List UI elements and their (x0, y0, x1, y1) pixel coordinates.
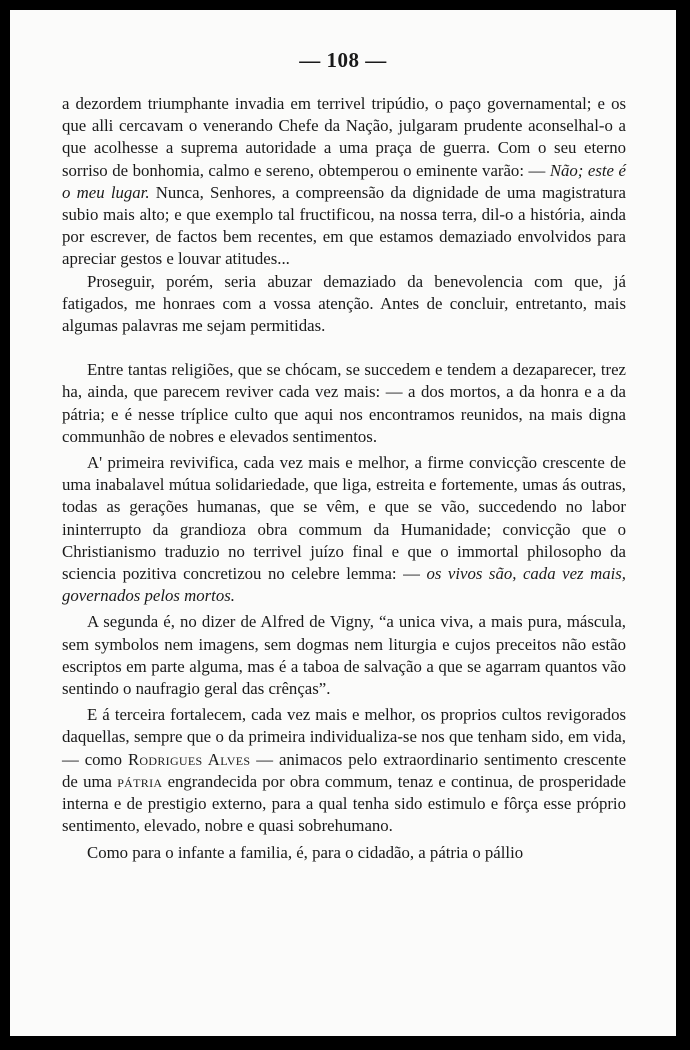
paragraph-4-quote: os vivos são, cada vez mais, governados pelos mortos. (62, 564, 626, 606)
paragraph-4-text: A' primeira revivifica, cada vez mais e melhor, a firme convicção crescente de uma inabalavel mútua solidariedade, que liga, estreita e fortemente, umas ás outras, todas as gerações humanas, que se vêm, e que se vão, succedendo no labor ininterrupto da grandioza obra commum da Humanidade; convicção que o Christianismo traduzio no terrivel juízo final e que o immortal philosopho da sciencia pozitiva concretizou no celebre lemma: — (62, 453, 626, 584)
paragraph-6-name: Rodrigues Alves (127, 749, 251, 769)
paragraph-6-text-a: E á terceira fortalecem, cada vez mais e melhor, os proprios cultos revigorados daquellas, sempre que o da primeira individualiza-se nos que tenham sido, em vida, — como (62, 705, 626, 769)
paragraph-5: A segunda é, no dizer de Alfred de Vigny, “a unica viva, a mais pura, máscula, sem symbolos nem imagens, sem dogmas nem liturgia e cujos preceitos não estão escriptos em parte alguma, mas é a taboa de salvação a que se agarram quantos vão sentindo o naufragio geral das crênças”. (62, 612, 626, 699)
paragraph-1-text: a dezordem triumphante invadia em terrivel tripúdio, o paço governamental; e os que alli cercavam o venerando Chefe da Nação, julgaram prudente aconselhal-o a que acolhesse a suprema autoridade a uma praça de guerra. Com o seu eterno sorriso de bonhomia, calmo e sereno, obtemperou o eminente varão: — (62, 94, 626, 180)
paragraph-6-patria: pátria (117, 771, 163, 791)
paragraph-6 (62, 704, 626, 837)
paragraph-4 (62, 452, 626, 607)
body-text (62, 93, 626, 864)
document-page (10, 10, 676, 1036)
paragraph-1-quote: Não; este é o meu lugar. (62, 160, 626, 202)
paragraph-1 (62, 93, 626, 271)
paragraph-6-text-c: engrandecida por obra commum, tenaz e continua, de prosperidade interna e de prestigio externo, para a qual tenha sido estimulo e fôrça esse próprio sentimento, elevado, nobre e quasi sobrehumano. (62, 771, 626, 836)
paragraph-7: Como para o infante a familia, é, para o cidadão, a pátria o pállio (87, 842, 524, 862)
paragraph-6-text-b: — animacos pelo extraordinario sentimento crescente de uma (62, 749, 627, 791)
paragraph-1-text-2: Nunca, Senhores, a compreensão da dignidade de uma magistratura subio mais alto; e que exemplo tal fructificou, na nossa terra, dil-o a história, ainda por escrever, de factos bem recentes, em que estamos demaziado envolvidos para apreciar gestos e louvar atitudes... (62, 182, 626, 269)
paragraph-3: Entre tantas religiões, que se chócam, se succedem e tendem a dezaparecer, trez ha, ainda, que parecem reviver cada vez mais: — a dos mortos, a da honra e a da pátria; e é nesse tríplice culto que aqui nos encontramos reunidos, na mais digna communhão de nobres e elevados sentimentos. (62, 360, 626, 446)
page-number: — 108 — (299, 48, 387, 72)
paragraph-2: Proseguir, porém, seria abuzar demaziado da benevolencia com que, já fatigados, me honraes com a vossa atenção. Antes de concluir, entretanto, mais algumas palavras me sejam permitidas. (62, 271, 626, 336)
